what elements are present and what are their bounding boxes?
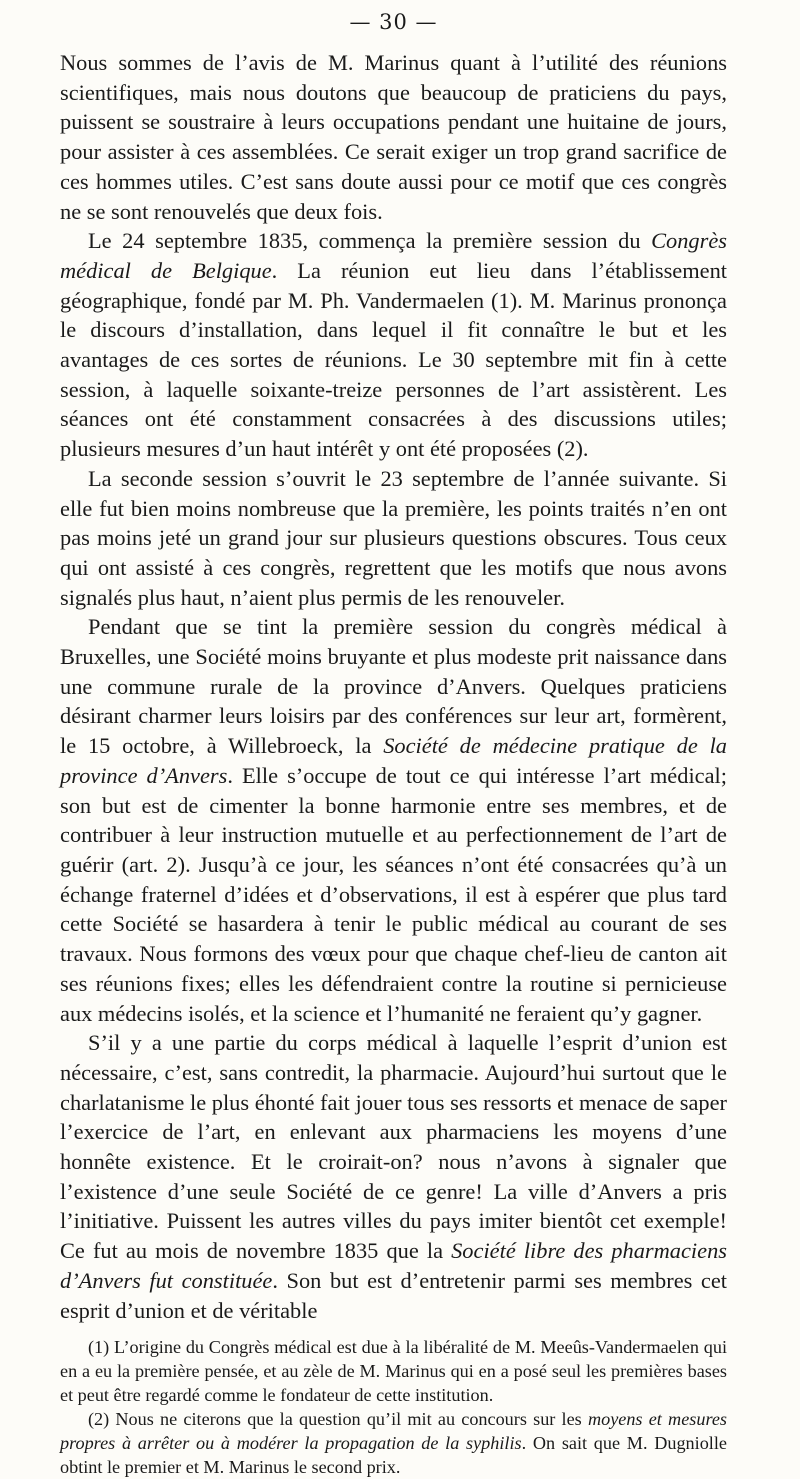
footnote-2-text-a: (2) Nous ne citerons que la question qu’il mit au concours sur les <box>88 1409 588 1430</box>
paragraph-4-text-a: Pendant que se tint la première session du congrès médical à Bruxelles, une Société moins bruyante et plus modeste prit naissance dans une commune rurale de la province d’Anvers. Quelques praticiens désirant charmer leurs loisirs par des conférences sur leur art, formèrent, le 15 octobre, à Willebroeck, la <box>60 614 727 759</box>
paragraph-3-text: La seconde session s’ouvrit le 23 septembre de l’année suivante. Si elle fut bien moins nombreuse que la première, les points traités n’en ont pas moins jeté un grand jour sur plusieurs questions obscures. Tous ceux qui ont assisté à ces congrès, regrettent que les motifs que nous avons signalés plus haut, n’aient plus permis de les renouveler. <box>60 465 727 610</box>
footnote-2 <box>60 1407 727 1479</box>
footnote-1 <box>60 1335 727 1407</box>
societe-pharmaciens-title: Société libre des pharmaciens d’Anvers fut constituée <box>60 1238 727 1293</box>
societe-medecine-title: Société de médecine pratique de la province d’Anvers <box>60 733 727 788</box>
paragraph-1 <box>60 48 727 226</box>
paragraph-4-text-b: . Elle s’occupe de tout ce qui intéresse l’art médical; son but est de cimenter la bonne harmonie entre ses membres, et de contribuer à leur instruction mutuelle et au perfectionnement de l’art de guérir (art. 2). Jusqu’à ce jour, les séances n’ont été consacrées qu’à un échange fraternel d’idées et d’observations, il est à espérer que plus tard cette Société se hasardera à tenir le public médical au courant de ses travaux. Nous formons des vœux pour que chaque chef-lieu de canton ait ses réunions fixes; elles les défendraient contre la routine si pernicieuse aux médecins isolés, et la science et l’humanité ne feraient qu’y gagner. <box>60 762 727 1026</box>
paragraph-2-text-b: . La réunion eut lieu dans l’établissement géographique, fondé par M. Ph. Vandermaelen (1). M. Marinus prononça le discours d’installation, dans lequel il fit connaître le but et les avantages de ces sortes de réunions. Le 30 septembre mit fin à cette session, à laquelle soixante-treize personnes de l’art assistèrent. Les séances ont été constamment consacrées à des discussions utiles; plusieurs mesures d’un haut intérêt y ont été proposées (2). <box>60 257 727 462</box>
paragraph-2-text-a: Le 24 septembre 1835, commença la première session du <box>88 228 652 254</box>
congres-medical-title: Congrès médical de Belgique <box>60 228 727 283</box>
footnote-2-text-b: . On sait que M. Dugniolle obtint le premier et M. Marinus le second prix. <box>60 1433 727 1478</box>
paragraph-5-text-a: S’il y a une partie du corps médical à laquelle l’esprit d’union est nécessaire, c’est, sans contredit, la pharmacie. Aujourd’hui surtout que le charlatanisme le plus éhonté fait jouer tous ses ressorts et menace de saper l’exercice de l’art, en enlevant aux pharmaciens les moyens d’une honnête existence. Et le croirait-on? nous n’avons à signaler que l’existence d’une seule Société de ce genre! La ville d’Anvers a pris l’initiative. Puissent les autres villes du pays imiter bientôt cet exemple! Ce fut au mois de novembre 1835 que la <box>60 1030 727 1264</box>
footnotes <box>60 1335 727 1479</box>
paragraph-4 <box>60 612 727 1028</box>
paragraph-2 <box>60 226 727 464</box>
body-text <box>60 48 727 1325</box>
paragraph-5 <box>60 1028 727 1325</box>
paragraph-1-text: Nous sommes de l’avis de M. Marinus quant à l’utilité des réunions scientifiques, mais nous doutons que beaucoup de praticiens du pays, puissent se soustraire à leurs occupations pendant une huitaine de jours, pour assister à ces assemblées. Ce serait exiger un trop grand sacrifice de ces hommes utiles. C’est sans doute aussi pour ce motif que ces congrès ne se sont renouvelés que deux fois. <box>60 50 727 224</box>
paragraph-5-text-b: . Son but est d’entretenir parmi ses membres cet esprit d’union et de véritable <box>60 1267 727 1323</box>
page-number: — 30 — <box>349 10 438 34</box>
syphilis-question-title: moyens et mesures propres à arrêter ou à modérer la propagation de la syphilis <box>60 1409 727 1454</box>
paragraph-3 <box>60 464 727 613</box>
footnote-1-text: (1) L’origine du Congrès médical est due à la libéralité de M. Meeûs-Vandermaelen qui en a eu la première pensée, et au zèle de M. Marinus qui en a posé seul les premières bases et peut être regardé comme le fondateur de cette institution. <box>60 1337 727 1406</box>
